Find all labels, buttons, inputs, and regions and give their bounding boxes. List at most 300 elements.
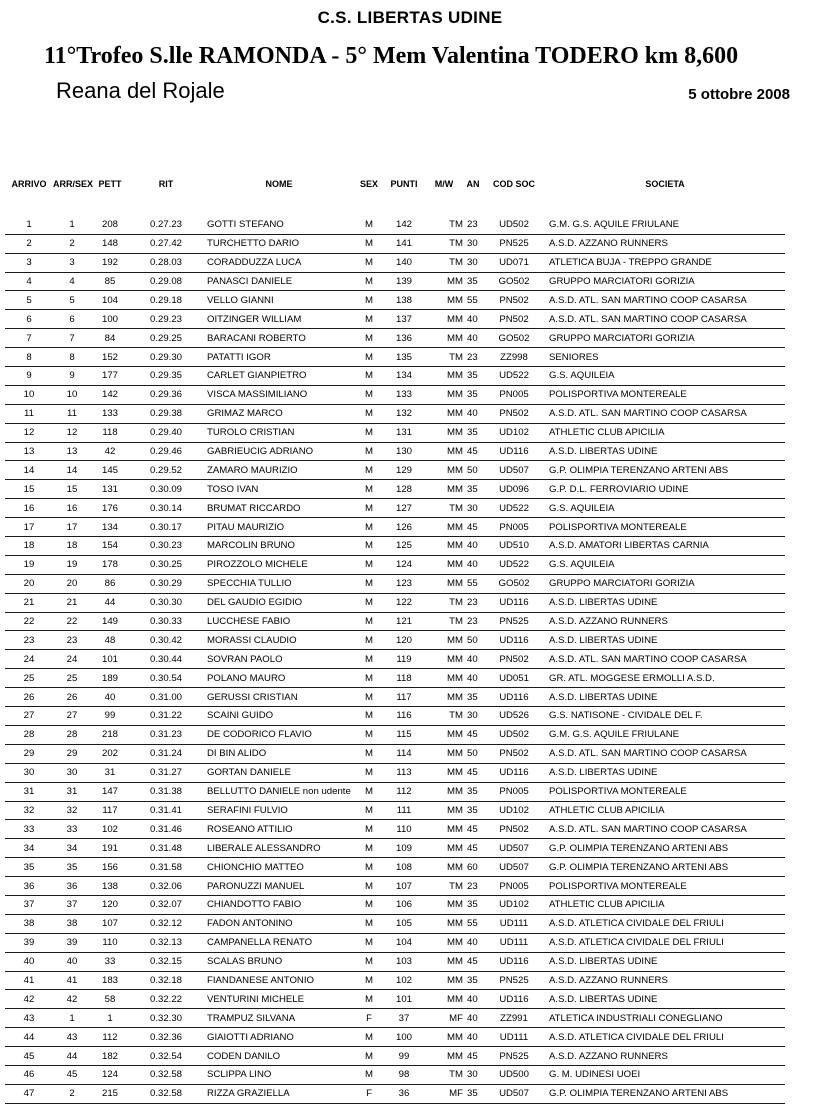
cell-mw: MM — [425, 461, 463, 480]
cell-cod-soc: UD116 — [483, 763, 545, 782]
cell-societa: A.S.D. AZZANO RUNNERS — [545, 612, 785, 631]
cell-cod-soc: UD116 — [483, 593, 545, 612]
cell-nome: VISCA MASSIMILIANO — [203, 385, 355, 404]
cell-rit: 0.30.23 — [129, 537, 203, 556]
cell-societa: G.S. AQUILEIA — [545, 499, 785, 518]
cell-arrivo: 25 — [5, 669, 53, 688]
cell-rit: 0.29.08 — [129, 272, 203, 291]
cell-punti: 142 — [383, 216, 425, 234]
cell-an: 30 — [463, 707, 483, 726]
col-header-sex: SEX — [359, 179, 378, 189]
col-header-rit: RIT — [158, 179, 174, 189]
table-header-row — [5, 170, 785, 198]
cell-rit: 0.32.30 — [129, 1009, 203, 1028]
cell-mw: MM — [425, 858, 463, 877]
cell-nome: GORTAN DANIELE — [203, 763, 355, 782]
cell-mw: MM — [425, 801, 463, 820]
cell-arrivo: 26 — [5, 688, 53, 707]
cell-nome: PIROZZOLO MICHELE — [203, 555, 355, 574]
cell-rit: 0.31.41 — [129, 801, 203, 820]
cell-societa: ATLETICA BUJA - TREPPO GRANDE — [545, 253, 785, 272]
cell-societa: A.S.D. AMATORI LIBERTAS CARNIA — [545, 537, 785, 556]
cell-nome: PARONUZZI MANUEL — [203, 877, 355, 896]
table-row — [5, 518, 785, 537]
cell-mw: TM — [425, 593, 463, 612]
cell-nome: PATATTI IGOR — [203, 348, 355, 367]
cell-an: 35 — [463, 688, 483, 707]
cell-an: 50 — [463, 744, 483, 763]
table-row — [5, 990, 785, 1009]
cell-arr-sex: 30 — [53, 763, 91, 782]
cell-pett: 102 — [91, 820, 129, 839]
cell-mw: MM — [425, 272, 463, 291]
cell-arrivo: 15 — [5, 480, 53, 499]
table-row — [5, 895, 785, 914]
cell-pett: 178 — [91, 555, 129, 574]
cell-punti: 118 — [383, 669, 425, 688]
cell-punti: 133 — [383, 385, 425, 404]
cell-rit: 0.29.36 — [129, 385, 203, 404]
cell-mw: MM — [425, 839, 463, 858]
cell-cod-soc: GO502 — [483, 272, 545, 291]
cell-rit: 0.32.22 — [129, 990, 203, 1009]
table-row — [5, 1009, 785, 1028]
cell-societa: G.P. D.L. FERROVIARIO UDINE — [545, 480, 785, 499]
cell-nome: OITZINGER WILLIAM — [203, 310, 355, 329]
cell-nome: CHIONCHIO MATTEO — [203, 858, 355, 877]
cell-an: 40 — [463, 404, 483, 423]
cell-cod-soc: UD051 — [483, 669, 545, 688]
cell-nome: BELLUTTO DANIELE non udente — [203, 782, 355, 801]
cell-pett: 110 — [91, 933, 129, 952]
cell-societa: G. M. UDINESI UOEI — [545, 1065, 785, 1084]
cell-arrivo: 5 — [5, 291, 53, 310]
table-row — [5, 933, 785, 952]
cell-cod-soc: PN005 — [483, 877, 545, 896]
cell-an: 40 — [463, 555, 483, 574]
cell-arr-sex: 27 — [53, 707, 91, 726]
cell-arr-sex: 21 — [53, 593, 91, 612]
cell-arrivo: 18 — [5, 537, 53, 556]
cell-cod-soc: PN525 — [483, 1047, 545, 1066]
cell-punti: 128 — [383, 480, 425, 499]
cell-societa: G.P. OLIMPIA TERENZANO ARTENI ABS — [545, 839, 785, 858]
cell-nome: GABRIEUCIG ADRIANO — [203, 442, 355, 461]
table-row — [5, 669, 785, 688]
cell-cod-soc: UD116 — [483, 688, 545, 707]
cell-an: 23 — [463, 612, 483, 631]
table-row — [5, 404, 785, 423]
cell-mw: MM — [425, 385, 463, 404]
cell-punti: 140 — [383, 253, 425, 272]
cell-arrivo: 39 — [5, 933, 53, 952]
cell-mw: MM — [425, 744, 463, 763]
cell-societa: POLISPORTIVA MONTEREALE — [545, 518, 785, 537]
organization-header: C.S. LIBERTAS UDINE — [317, 8, 503, 27]
cell-pett: 86 — [91, 574, 129, 593]
cell-punti: 99 — [383, 1047, 425, 1066]
cell-sex: M — [355, 669, 383, 688]
cell-rit: 0.31.48 — [129, 839, 203, 858]
cell-sex: M — [355, 348, 383, 367]
cell-nome: POLANO MAURO — [203, 669, 355, 688]
cell-punti: 136 — [383, 329, 425, 348]
cell-societa: A.S.D. ATL. SAN MARTINO COOP CASARSA — [545, 404, 785, 423]
cell-an: 35 — [463, 423, 483, 442]
cell-rit: 0.30.42 — [129, 631, 203, 650]
cell-arrivo: 47 — [5, 1084, 53, 1103]
cell-rit: 0.32.58 — [129, 1065, 203, 1084]
cell-punti: 107 — [383, 877, 425, 896]
cell-punti: 101 — [383, 990, 425, 1009]
cell-mw: MM — [425, 782, 463, 801]
cell-nome: DEL GAUDIO EGIDIO — [203, 593, 355, 612]
cell-an: 35 — [463, 1084, 483, 1103]
cell-arrivo: 3 — [5, 253, 53, 272]
cell-cod-soc: UD071 — [483, 253, 545, 272]
cell-rit: 0.31.22 — [129, 707, 203, 726]
cell-punti: 109 — [383, 839, 425, 858]
cell-arr-sex: 42 — [53, 990, 91, 1009]
cell-arrivo: 30 — [5, 763, 53, 782]
cell-mw: MM — [425, 367, 463, 386]
cell-rit: 0.28.03 — [129, 253, 203, 272]
cell-pett: 42 — [91, 442, 129, 461]
cell-cod-soc: UD116 — [483, 990, 545, 1009]
cell-nome: CODEN DANILO — [203, 1047, 355, 1066]
cell-nome: PANASCI DANIELE — [203, 272, 355, 291]
cell-punti: 111 — [383, 801, 425, 820]
cell-arr-sex: 25 — [53, 669, 91, 688]
cell-sex: M — [355, 971, 383, 990]
cell-nome: DE CODORICO FLAVIO — [203, 725, 355, 744]
cell-rit: 0.29.18 — [129, 291, 203, 310]
cell-punti: 138 — [383, 291, 425, 310]
cell-sex: M — [355, 574, 383, 593]
cell-rit: 0.27.23 — [129, 216, 203, 234]
cell-mw: MF — [425, 1009, 463, 1028]
cell-arr-sex: 34 — [53, 839, 91, 858]
cell-pett: 134 — [91, 518, 129, 537]
cell-societa: G.P. OLIMPIA TERENZANO ARTENI ABS — [545, 858, 785, 877]
cell-arrivo: 16 — [5, 499, 53, 518]
cell-punti: 117 — [383, 688, 425, 707]
cell-nome: TURCHETTO DARIO — [203, 234, 355, 253]
cell-arrivo: 10 — [5, 385, 53, 404]
cell-arrivo: 6 — [5, 310, 53, 329]
cell-nome: TRAMPUZ SILVANA — [203, 1009, 355, 1028]
cell-pett: 44 — [91, 593, 129, 612]
cell-cod-soc: UD510 — [483, 537, 545, 556]
cell-arrivo: 9 — [5, 367, 53, 386]
cell-rit: 0.30.29 — [129, 574, 203, 593]
table-row — [5, 480, 785, 499]
col-header-arrivo: ARRIVO — [11, 179, 47, 189]
cell-societa: POLISPORTIVA MONTEREALE — [545, 877, 785, 896]
cell-pett: 120 — [91, 895, 129, 914]
race-date: 5 ottobre 2008 — [688, 86, 790, 103]
cell-arr-sex: 8 — [53, 348, 91, 367]
cell-pett: 112 — [91, 1028, 129, 1047]
table-row — [5, 877, 785, 896]
cell-pett: 218 — [91, 725, 129, 744]
cell-pett: 147 — [91, 782, 129, 801]
cell-cod-soc: UD102 — [483, 895, 545, 914]
cell-punti: 125 — [383, 537, 425, 556]
cell-pett: 138 — [91, 877, 129, 896]
cell-mw: MM — [425, 933, 463, 952]
cell-arrivo: 40 — [5, 952, 53, 971]
cell-rit: 0.29.52 — [129, 461, 203, 480]
cell-punti: 123 — [383, 574, 425, 593]
cell-societa: GRUPPO MARCIATORI GORIZIA — [545, 329, 785, 348]
cell-punti: 119 — [383, 650, 425, 669]
cell-societa: G.P. OLIMPIA TERENZANO ARTENI ABS — [545, 461, 785, 480]
cell-nome: SCAINI GUIDO — [203, 707, 355, 726]
cell-mw: MM — [425, 725, 463, 744]
cell-nome: SPECCHIA TULLIO — [203, 574, 355, 593]
cell-nome: CORADDUZZA LUCA — [203, 253, 355, 272]
cell-societa: SENIORES — [545, 348, 785, 367]
cell-arrivo: 32 — [5, 801, 53, 820]
cell-an: 40 — [463, 1028, 483, 1047]
cell-arrivo: 20 — [5, 574, 53, 593]
cell-arr-sex: 20 — [53, 574, 91, 593]
cell-arrivo: 42 — [5, 990, 53, 1009]
race-title: 11°Trofeo S.lle RAMONDA - 5° Mem Valentina TODERO km 8,600 — [44, 43, 739, 69]
cell-an: 35 — [463, 801, 483, 820]
cell-pett: 85 — [91, 272, 129, 291]
cell-rit: 0.30.17 — [129, 518, 203, 537]
cell-cod-soc: PN005 — [483, 518, 545, 537]
cell-nome: PITAU MAURIZIO — [203, 518, 355, 537]
cell-cod-soc: PN502 — [483, 744, 545, 763]
cell-arrivo: 1 — [5, 216, 53, 234]
cell-arrivo: 11 — [5, 404, 53, 423]
cell-cod-soc: UD116 — [483, 952, 545, 971]
cell-arrivo: 2 — [5, 234, 53, 253]
cell-sex: F — [355, 1084, 383, 1103]
cell-mw: TM — [425, 707, 463, 726]
cell-punti: 105 — [383, 914, 425, 933]
cell-punti: 139 — [383, 272, 425, 291]
cell-pett: 104 — [91, 291, 129, 310]
cell-rit: 0.30.54 — [129, 669, 203, 688]
cell-societa: POLISPORTIVA MONTEREALE — [545, 385, 785, 404]
cell-mw: MM — [425, 820, 463, 839]
cell-punti: 126 — [383, 518, 425, 537]
cell-nome: GERUSSI CRISTIAN — [203, 688, 355, 707]
cell-nome: TUROLO CRISTIAN — [203, 423, 355, 442]
cell-an: 45 — [463, 952, 483, 971]
cell-pett: 133 — [91, 404, 129, 423]
cell-arr-sex: 14 — [53, 461, 91, 480]
cell-nome: DI BIN ALIDO — [203, 744, 355, 763]
cell-societa: ATHLETIC CLUB APICILIA — [545, 895, 785, 914]
cell-nome: VENTURINI MICHELE — [203, 990, 355, 1009]
cell-rit: 0.31.23 — [129, 725, 203, 744]
cell-mw: MM — [425, 990, 463, 1009]
cell-pett: 145 — [91, 461, 129, 480]
cell-pett: 101 — [91, 650, 129, 669]
cell-pett: 156 — [91, 858, 129, 877]
cell-an: 23 — [463, 593, 483, 612]
cell-pett: 118 — [91, 423, 129, 442]
cell-pett: 99 — [91, 707, 129, 726]
cell-punti: 112 — [383, 782, 425, 801]
cell-mw: MM — [425, 310, 463, 329]
cell-an: 45 — [463, 1047, 483, 1066]
cell-mw: MM — [425, 631, 463, 650]
cell-sex: M — [355, 272, 383, 291]
cell-mw: MM — [425, 423, 463, 442]
cell-societa: A.S.D. LIBERTAS UDINE — [545, 593, 785, 612]
cell-sex: M — [355, 1065, 383, 1084]
cell-an: 35 — [463, 895, 483, 914]
cell-an: 30 — [463, 253, 483, 272]
cell-nome: GIAIOTTI ADRIANO — [203, 1028, 355, 1047]
cell-arr-sex: 31 — [53, 782, 91, 801]
table-row — [5, 499, 785, 518]
cell-societa: A.S.D. ATL. SAN MARTINO COOP CASARSA — [545, 291, 785, 310]
cell-arrivo: 4 — [5, 272, 53, 291]
cell-pett: 148 — [91, 234, 129, 253]
cell-an: 35 — [463, 385, 483, 404]
cell-punti: 36 — [383, 1084, 425, 1103]
cell-pett: 117 — [91, 801, 129, 820]
table-row — [5, 801, 785, 820]
cell-rit: 0.31.00 — [129, 688, 203, 707]
cell-sex: M — [355, 612, 383, 631]
cell-rit: 0.29.25 — [129, 329, 203, 348]
cell-an: 30 — [463, 234, 483, 253]
cell-rit: 0.31.58 — [129, 858, 203, 877]
cell-sex: M — [355, 801, 383, 820]
cell-arr-sex: 1 — [53, 216, 91, 234]
cell-arr-sex: 26 — [53, 688, 91, 707]
cell-rit: 0.29.38 — [129, 404, 203, 423]
cell-arr-sex: 13 — [53, 442, 91, 461]
table-row — [5, 442, 785, 461]
table-row — [5, 763, 785, 782]
cell-arrivo: 27 — [5, 707, 53, 726]
cell-arrivo: 7 — [5, 329, 53, 348]
cell-cod-soc: UD507 — [483, 839, 545, 858]
cell-mw: MM — [425, 555, 463, 574]
table-row — [5, 707, 785, 726]
table-row — [5, 555, 785, 574]
cell-sex: M — [355, 1028, 383, 1047]
cell-mw: TM — [425, 216, 463, 234]
col-header-pett: PETT — [98, 179, 122, 189]
cell-societa: A.S.D. LIBERTAS UDINE — [545, 952, 785, 971]
cell-nome: CARLET GIANPIETRO — [203, 367, 355, 386]
cell-arrivo: 43 — [5, 1009, 53, 1028]
table-row — [5, 744, 785, 763]
cell-arrivo: 44 — [5, 1028, 53, 1047]
cell-arrivo: 46 — [5, 1065, 53, 1084]
cell-sex: M — [355, 216, 383, 234]
cell-punti: 120 — [383, 631, 425, 650]
cell-sex: M — [355, 820, 383, 839]
cell-mw: TM — [425, 877, 463, 896]
cell-punti: 116 — [383, 707, 425, 726]
cell-nome: LIBERALE ALESSANDRO — [203, 839, 355, 858]
cell-societa: G.M. G.S. AQUILE FRIULANE — [545, 216, 785, 234]
cell-sex: M — [355, 442, 383, 461]
cell-sex: M — [355, 310, 383, 329]
cell-sex: M — [355, 234, 383, 253]
cell-pett: 189 — [91, 669, 129, 688]
cell-societa: A.S.D. LIBERTAS UDINE — [545, 990, 785, 1009]
table-row — [5, 820, 785, 839]
cell-arr-sex: 2 — [53, 1084, 91, 1103]
cell-an: 45 — [463, 518, 483, 537]
cell-punti: 137 — [383, 310, 425, 329]
cell-arr-sex: 1 — [53, 1009, 91, 1028]
cell-sex: M — [355, 688, 383, 707]
cell-nome: MORASSI CLAUDIO — [203, 631, 355, 650]
cell-an: 35 — [463, 480, 483, 499]
cell-arr-sex: 38 — [53, 914, 91, 933]
cell-mw: MM — [425, 914, 463, 933]
table-row — [5, 234, 785, 253]
cell-societa: G.M. G.S. AQUILE FRIULANE — [545, 725, 785, 744]
cell-cod-soc: UD500 — [483, 1065, 545, 1084]
cell-an: 45 — [463, 839, 483, 858]
cell-rit: 0.32.07 — [129, 895, 203, 914]
cell-nome: SOVRAN PAOLO — [203, 650, 355, 669]
cell-rit: 0.32.12 — [129, 914, 203, 933]
cell-mw: MM — [425, 763, 463, 782]
cell-an: 40 — [463, 933, 483, 952]
cell-societa: A.S.D. ATL. SAN MARTINO COOP CASARSA — [545, 744, 785, 763]
table-row — [5, 839, 785, 858]
cell-pett: 177 — [91, 367, 129, 386]
cell-pett: 182 — [91, 1047, 129, 1066]
cell-cod-soc: UD116 — [483, 631, 545, 650]
cell-sex: F — [355, 1009, 383, 1028]
cell-sex: M — [355, 858, 383, 877]
cell-sex: M — [355, 461, 383, 480]
cell-an: 45 — [463, 442, 483, 461]
cell-an: 35 — [463, 971, 483, 990]
cell-societa: ATHLETIC CLUB APICILIA — [545, 801, 785, 820]
cell-societa: A.S.D. LIBERTAS UDINE — [545, 631, 785, 650]
cell-nome: FIANDANESE ANTONIO — [203, 971, 355, 990]
cell-arr-sex: 41 — [53, 971, 91, 990]
cell-nome: SCALAS BRUNO — [203, 952, 355, 971]
table-row — [5, 367, 785, 386]
cell-cod-soc: UD502 — [483, 216, 545, 234]
cell-cod-soc: UD111 — [483, 914, 545, 933]
cell-mw: MF — [425, 1084, 463, 1103]
cell-an: 40 — [463, 310, 483, 329]
cell-sex: M — [355, 933, 383, 952]
cell-pett: 58 — [91, 990, 129, 1009]
table-row — [5, 385, 785, 404]
cell-arr-sex: 24 — [53, 650, 91, 669]
cell-punti: 106 — [383, 895, 425, 914]
cell-mw: MM — [425, 291, 463, 310]
table-row — [5, 461, 785, 480]
cell-arr-sex: 28 — [53, 725, 91, 744]
cell-arr-sex: 4 — [53, 272, 91, 291]
cell-societa: A.S.D. AZZANO RUNNERS — [545, 1047, 785, 1066]
cell-rit: 0.31.46 — [129, 820, 203, 839]
cell-sex: M — [355, 744, 383, 763]
cell-arr-sex: 10 — [53, 385, 91, 404]
